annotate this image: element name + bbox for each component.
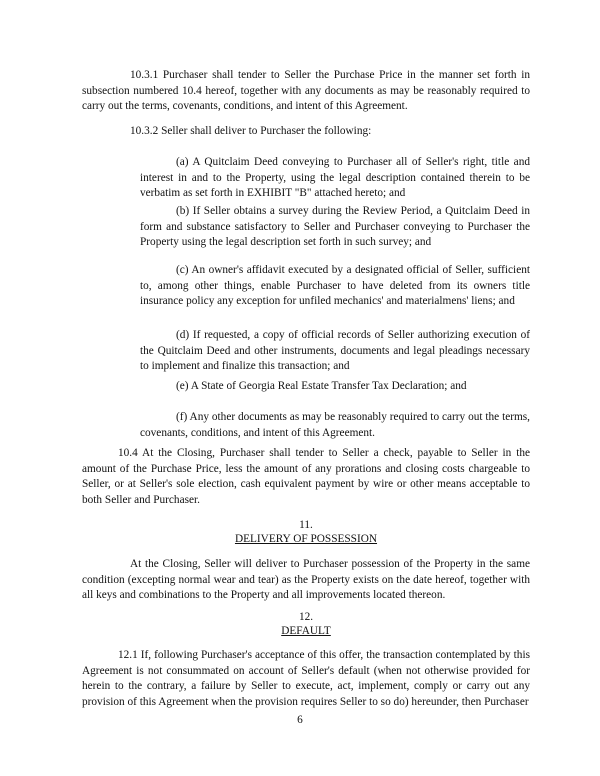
section-heading-12	[82, 610, 530, 638]
paragraph-10-3-2-e: (e) A State of Georgia Real Estate Transfer Tax Declaration; and	[176, 380, 467, 392]
paragraph-10-4: 10.4 At the Closing, Purchaser shall tender to Seller a check, payable to Seller in the amount of the Purchase Price, less the amount of any prorations and closing costs chargeable to Seller, or at Seller's sole election, cash equivalent payment by wire or other means acceptable to both Seller and Purchaser.	[82, 447, 530, 506]
paragraph-10-3-2-d: (d) If requested, a copy of official records of Seller authorizing execution of the Quitclaim Deed and other instruments, documents and legal pleadings necessary to implement and finalize this transaction; and	[140, 329, 530, 373]
paragraph-10-3-2: 10.3.2 Seller shall deliver to Purchaser the following:	[130, 125, 372, 137]
page-number: 6	[297, 714, 303, 726]
section-title: DEFAULT	[281, 625, 331, 637]
section-title: DELIVERY OF POSSESSION	[234, 533, 378, 545]
paragraph-10-3-1: 10.3.1 Purchaser shall tender to Seller the Purchase Price in the manner set forth in subsection numbered 10.4 hereof, together with any documents as may be reasonably required to carry out the terms, covenants, conditions, and intent of this Agreement.	[82, 69, 530, 113]
paragraph-10-3-2-a: (a) A Quitclaim Deed conveying to Purchaser all of Seller's right, title and interest in and to the Property, using the legal description contained therein to be verbatim as set forth in EXHIBIT "B" attached hereto; and	[140, 156, 530, 200]
paragraph-10-3-2-f: (f) Any other documents as may be reasonably required to carry out the terms, covenants, conditions, and intent of this Agreement.	[140, 411, 530, 439]
paragraph-10-3-2-b: (b) If Seller obtains a survey during the Review Period, a Quitclaim Deed in form and substance satisfactory to Seller and Purchaser conveying to Purchaser the Property using the legal description set forth in such survey; and	[140, 205, 530, 249]
paragraph-11-body: At the Closing, Seller will deliver to Purchaser possession of the Property in the same condition (excepting normal wear and tear) as the Property exists on the date hereof, together with all keys and combinations to the Property and all improvements located thereon.	[82, 558, 530, 602]
paragraph-10-3-2-c: (c) An owner's affidavit executed by a designated official of Seller, sufficient to, among other things, enable Purchaser to have deleted from its owners title insurance policy any exception for unfiled mechanics' and materialmens' liens; and	[140, 264, 530, 308]
section-heading-11	[82, 518, 530, 546]
section-number: 11.	[299, 519, 313, 531]
paragraph-12-1: 12.1 If, following Purchaser's acceptance of this offer, the transaction contemplated by this Agreement is not consummated on account of Seller's default (when not otherwise provided for herein to the contrary, a failure by Seller to execute, act, implement, comply or carry out any provision of this Agreement when the provision requires Seller to so do) hereunder, then Purchaser	[82, 649, 530, 708]
section-number: 12.	[298, 611, 314, 623]
